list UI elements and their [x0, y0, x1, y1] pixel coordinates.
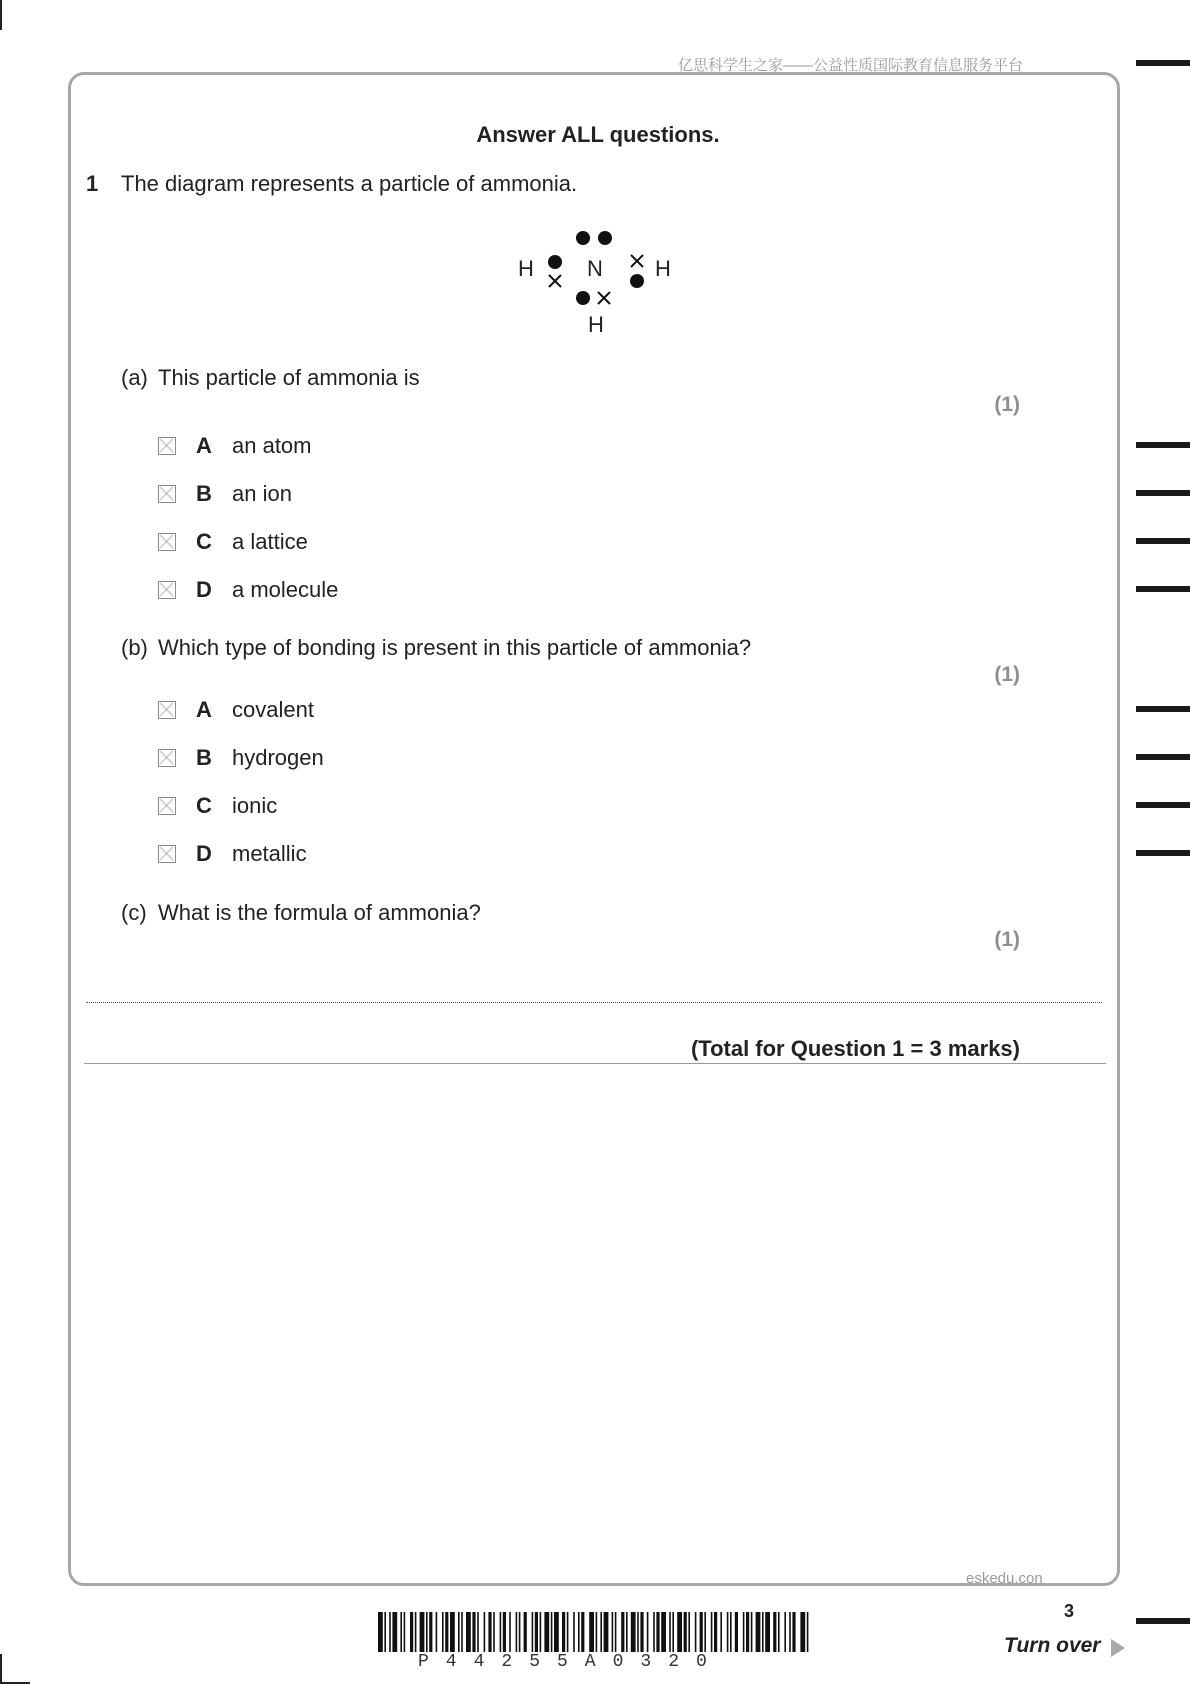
bond-dot-right: [630, 274, 644, 288]
barcode-bar: [789, 1612, 791, 1652]
barcode: [378, 1612, 810, 1652]
barcode-bar: [631, 1612, 636, 1652]
margin-bar: [1136, 538, 1190, 544]
barcode-bar: [384, 1612, 386, 1652]
part-a-label: (a): [121, 365, 148, 390]
option-letter: B: [196, 481, 212, 506]
barcode-bar: [420, 1612, 425, 1652]
option-letter: A: [196, 433, 212, 458]
corner-mark-top: [0, 0, 2, 30]
option-a-an-atom[interactable]: [158, 433, 458, 463]
page-number: 3: [1064, 1601, 1075, 1621]
barcode-bar: [484, 1612, 486, 1652]
margin-bar: [1136, 1618, 1190, 1624]
ammonia-dot-cross-diagram: [510, 222, 690, 340]
question-number: 1: [86, 171, 99, 196]
barcode-bar: [404, 1612, 406, 1652]
option-text: covalent: [232, 697, 314, 722]
barcode-bar: [503, 1612, 506, 1652]
barcode-bar: [532, 1612, 534, 1652]
barcode-bar: [450, 1612, 455, 1652]
lone-pair-dot: [576, 231, 590, 245]
barcode-bar: [554, 1612, 559, 1652]
barcode-bar: [626, 1612, 628, 1652]
answer-checkbox[interactable]: [158, 701, 176, 719]
barcode-bar: [784, 1612, 786, 1652]
barcode-bar: [778, 1612, 780, 1652]
barcode-bar: [429, 1612, 432, 1652]
bond-cross-left: [549, 275, 561, 287]
barcode-bar: [727, 1612, 729, 1652]
barcode-bar: [714, 1612, 717, 1652]
barcode-bar: [746, 1612, 749, 1652]
barcode-bar: [765, 1612, 770, 1652]
barcode-bar: [743, 1612, 745, 1652]
barcode-bar: [400, 1612, 402, 1652]
answer-checkbox[interactable]: [158, 437, 176, 455]
barcode-bar: [596, 1612, 598, 1652]
answer-checkbox[interactable]: [158, 797, 176, 815]
bond-cross-right: [631, 255, 643, 267]
margin-bar: [1136, 586, 1190, 592]
barcode-bar: [519, 1612, 521, 1652]
option-d-a-molecule[interactable]: [158, 577, 458, 607]
bond-dot-left: [548, 255, 562, 269]
answer-checkbox[interactable]: [158, 581, 176, 599]
atom-label-h-bottom: H: [588, 312, 604, 337]
barcode-bar: [535, 1612, 538, 1652]
barcode-bar: [466, 1612, 471, 1652]
barcode-bar: [735, 1612, 738, 1652]
barcode-bar: [704, 1612, 706, 1652]
question-text: The diagram represents a particle of ammonia.: [121, 171, 578, 196]
barcode-bar: [544, 1612, 549, 1652]
barcode-bar: [524, 1612, 527, 1652]
option-text: hydrogen: [232, 745, 324, 770]
part-c-mark: (1): [994, 928, 1020, 951]
barcode-bar: [516, 1612, 518, 1652]
barcode-bar: [509, 1612, 511, 1652]
bond-dot-bottom: [576, 291, 590, 305]
barcode-bar: [500, 1612, 502, 1652]
barcode-bar: [677, 1612, 682, 1652]
barcode-bar: [488, 1612, 491, 1652]
margin-bar: [1136, 442, 1190, 448]
option-text: an ion: [232, 481, 292, 506]
margin-bar: [1136, 60, 1190, 66]
barcode-bar: [415, 1612, 417, 1652]
corner-mark-bottom: [0, 1654, 2, 1684]
option-text: metallic: [232, 841, 307, 866]
barcode-bar: [647, 1612, 649, 1652]
watermark-top: 亿思科学生之家——公益性质国际教育信息服务平台: [678, 57, 1024, 74]
barcode-bar: [442, 1612, 444, 1652]
barcode-bar: [392, 1612, 397, 1652]
part-b-label: (b): [121, 635, 148, 660]
barcode-bar: [656, 1612, 659, 1652]
option-letter: A: [196, 697, 212, 722]
part-a-mark: (1): [994, 393, 1020, 416]
barcode-bar: [700, 1612, 703, 1652]
option-b-an-ion[interactable]: [158, 481, 458, 511]
option-d-metallic[interactable]: [158, 841, 458, 871]
barcode-bar: [378, 1612, 383, 1652]
barcode-bar: [389, 1612, 391, 1652]
barcode-bar: [640, 1612, 643, 1652]
margin-bar: [1136, 706, 1190, 712]
option-text: a lattice: [232, 529, 308, 554]
barcode-bar: [472, 1612, 475, 1652]
bond-cross-bottom: [598, 292, 610, 304]
barcode-bar: [751, 1612, 753, 1652]
watermark-bottom: eskedu.con: [966, 1570, 1043, 1587]
barcode-bar: [800, 1612, 805, 1652]
option-text: ionic: [232, 793, 278, 818]
total-divider: [84, 1063, 1106, 1064]
answer-checkbox[interactable]: [158, 533, 176, 551]
barcode-bar: [493, 1612, 495, 1652]
barcode-bar: [600, 1612, 602, 1652]
barcode-bar: [653, 1612, 655, 1652]
margin-bar: [1136, 754, 1190, 760]
option-text: a molecule: [232, 577, 339, 602]
barcode-bar: [540, 1612, 542, 1652]
answer-line[interactable]: [86, 1002, 1102, 1003]
page-heading: Answer ALL questions.: [476, 122, 720, 147]
barcode-bar: [720, 1612, 722, 1652]
part-a-text: This particle of ammonia is: [158, 365, 420, 390]
question-total: (Total for Question 1 = 3 marks): [690, 1036, 1020, 1061]
barcode-bar: [695, 1612, 697, 1652]
barcode-bar: [756, 1612, 761, 1652]
barcode-bar: [762, 1612, 764, 1652]
barcode-bar: [621, 1612, 624, 1652]
barcode-bar: [792, 1612, 795, 1652]
option-b-hydrogen[interactable]: [158, 745, 458, 775]
barcode-bar: [637, 1612, 639, 1652]
barcode-bar: [410, 1612, 413, 1652]
barcode-bar: [573, 1612, 575, 1652]
option-letter: D: [196, 841, 212, 866]
answer-checkbox[interactable]: [158, 749, 176, 767]
option-c-a-lattice[interactable]: [158, 529, 458, 559]
barcode-bar: [477, 1612, 479, 1652]
option-text: an atom: [232, 433, 312, 458]
answer-checkbox[interactable]: [158, 845, 176, 863]
barcode-bar: [436, 1612, 438, 1652]
option-letter: D: [196, 577, 212, 602]
option-c-ionic[interactable]: [158, 793, 458, 823]
option-letter: C: [196, 529, 212, 554]
barcode-bar: [661, 1612, 666, 1652]
barcode-bar: [461, 1612, 463, 1652]
option-a-covalent[interactable]: [158, 697, 458, 727]
atom-label-h-right: H: [655, 256, 671, 281]
barcode-bar: [669, 1612, 671, 1652]
barcode-bar: [612, 1612, 614, 1652]
barcode-bar: [562, 1612, 565, 1652]
barcode-bar: [578, 1612, 580, 1652]
barcode-bar: [445, 1612, 448, 1652]
part-c-text: What is the formula of ammonia?: [158, 900, 481, 925]
lone-pair-dot: [598, 231, 612, 245]
barcode-bar: [458, 1612, 460, 1652]
option-letter: B: [196, 745, 212, 770]
option-letter: C: [196, 793, 212, 818]
barcode-bar: [688, 1612, 690, 1652]
turn-over-label: Turn over: [1004, 1634, 1101, 1657]
barcode-bar: [426, 1612, 428, 1652]
barcode-bar: [615, 1612, 617, 1652]
barcode-bar: [807, 1612, 809, 1652]
barcode-bar: [672, 1612, 674, 1652]
barcode-bar: [711, 1612, 713, 1652]
atom-label-n: N: [587, 256, 603, 281]
margin-bar: [1136, 490, 1190, 496]
margin-bar: [1136, 802, 1190, 808]
barcode-bar: [567, 1612, 569, 1652]
barcode-bar: [551, 1612, 553, 1652]
barcode-text: P44255A0320: [418, 1652, 724, 1672]
answer-checkbox[interactable]: [158, 485, 176, 503]
part-c-label: (c): [121, 900, 147, 925]
part-b-text: Which type of bonding is present in this particle of ammonia?: [158, 635, 752, 660]
barcode-bar: [773, 1612, 776, 1652]
barcode-bar: [730, 1612, 732, 1652]
margin-bar: [1136, 850, 1190, 856]
barcode-bar: [589, 1612, 594, 1652]
barcode-bar: [581, 1612, 584, 1652]
turn-over-arrow-icon: [1110, 1638, 1126, 1658]
atom-label-h-left: H: [518, 256, 534, 281]
barcode-bar: [604, 1612, 609, 1652]
barcode-bar: [684, 1612, 687, 1652]
part-b-mark: (1): [994, 663, 1020, 686]
